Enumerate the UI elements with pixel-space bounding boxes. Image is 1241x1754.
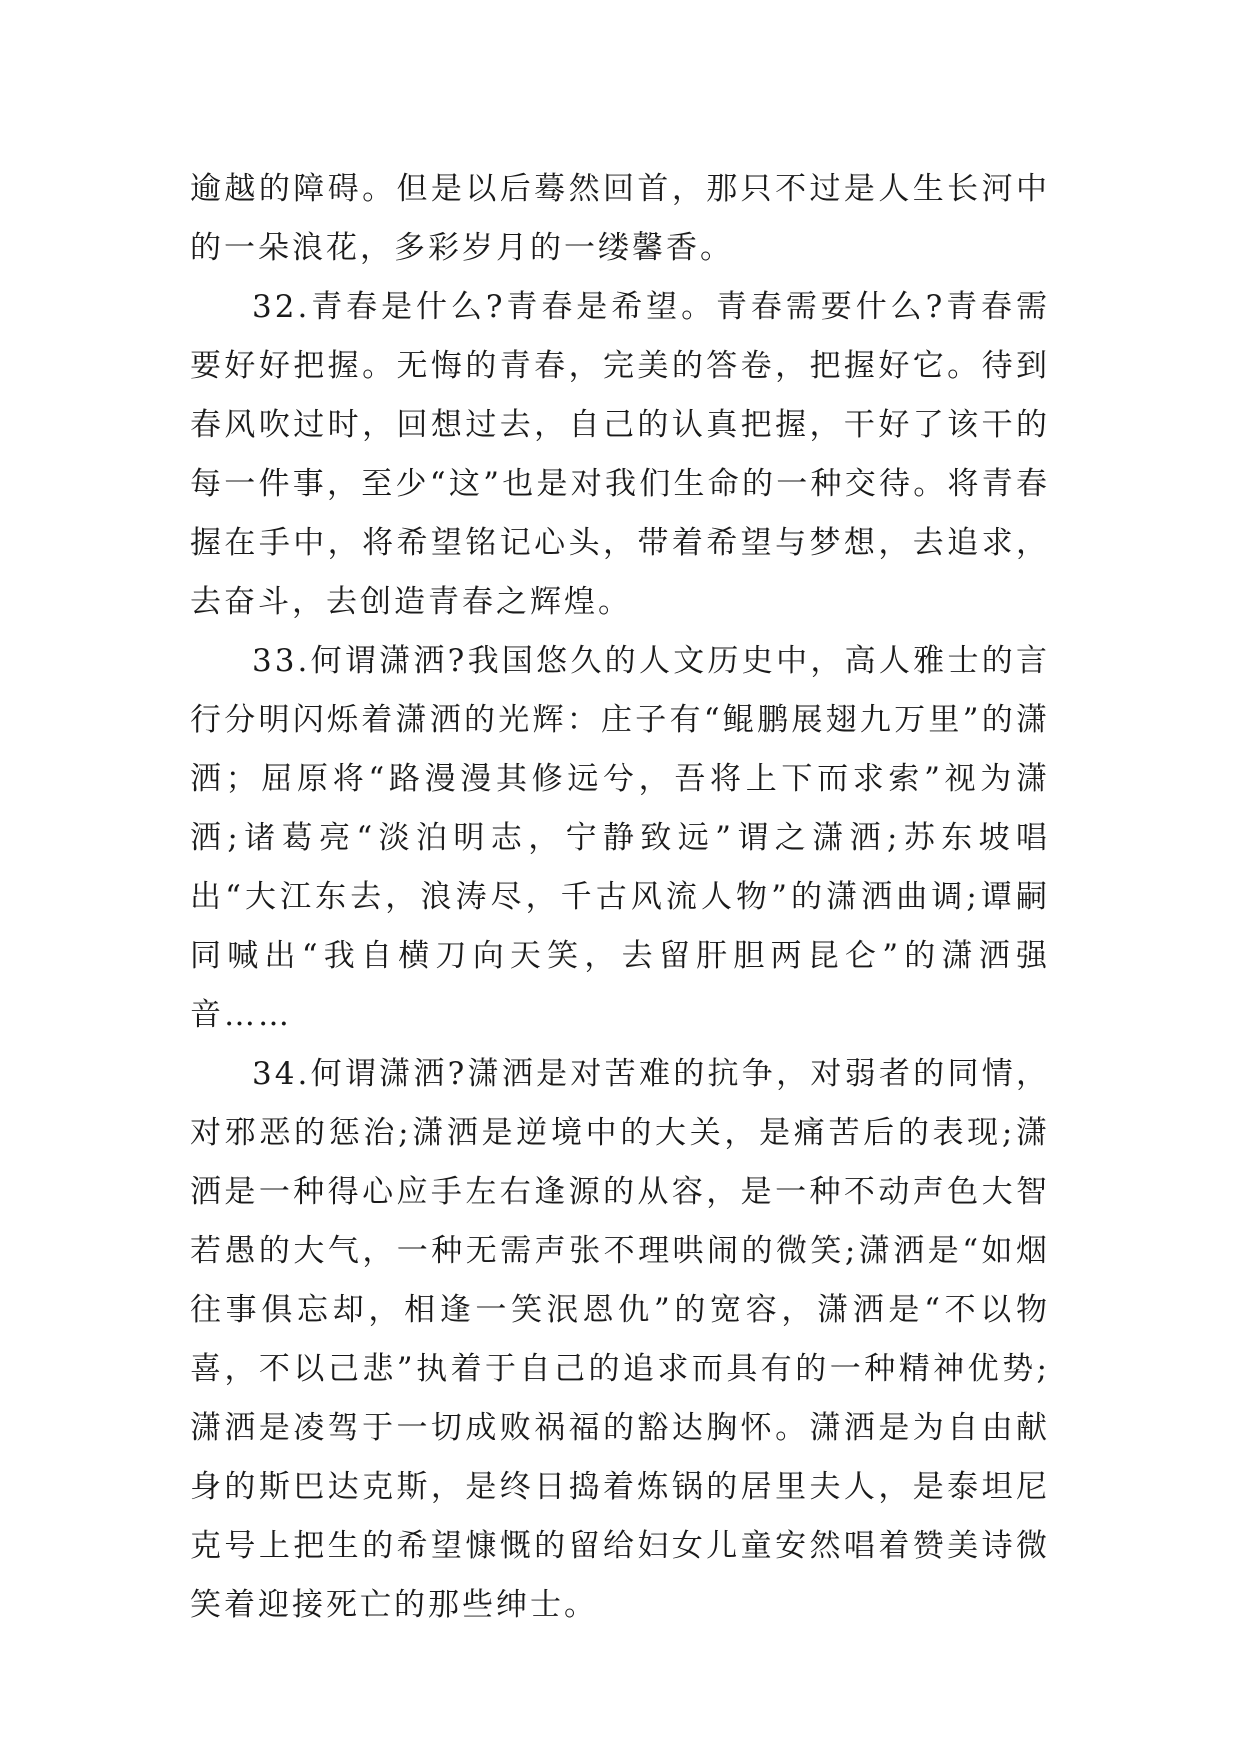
- paragraph-34: 34.何谓潇洒?潇洒是对苦难的抗争，对弱者的同情，对邪恶的惩治;潇洒是逆境中的大关，是痛苦后的表现;潇洒是一种得心应手左右逢源的从容，是一种不动声色大智若愚的大气，一种无需声张不理哄闹的微笑;潇洒是“如烟往事俱忘却，相逢一笑泯恩仇”的宽容，潇洒是“不以物喜，不以己悲”执着于自己的追求而具有的一种精神优势;潇洒是凌驾于一切成败祸福的豁达胸怀。潇洒是为自由献身的斯巴达克斯，是终日捣着炼锅的居里夫人，是泰坦尼克号上把生的希望慷慨的留给妇女儿童安然唱着赞美诗微笑着迎接死亡的那些绅士。: [190, 1056, 1050, 1623]
- paragraph-continuation: 逾越的障碍。但是以后蓦然回首，那只不过是人生长河中的一朵浪花，多彩岁月的一缕馨香。: [190, 171, 1050, 266]
- body-text: [190, 160, 1050, 1635]
- paragraph-33: 33.何谓潇洒?我国悠久的人文历史中，高人雅士的言行分明闪烁着潇洒的光辉：庄子有“鲲鹏展翅九万里”的潇洒；屈原将“路漫漫其修远兮，吾将上下而求索”视为潇洒;诸葛亮“淡泊明志，宁静致远”谓之潇洒;苏东坡唱出“大江东去，浪涛尽，千古风流人物”的潇洒曲调;谭嗣同喊出“我自横刀向天笑，去留肝胆两昆仑”的潇洒强音……: [190, 643, 1050, 1033]
- paragraph-32: 32.青春是什么?青春是希望。青春需要什么?青春需要好好把握。无悔的青春，完美的答卷，把握好它。待到春风吹过时，回想过去，自己的认真把握，干好了该干的每一件事，至少“这”也是对我们生命的一种交待。将青春握在手中，将希望铭记心头，带着希望与梦想，去追求，去奋斗，去创造青春之辉煌。: [190, 289, 1050, 620]
